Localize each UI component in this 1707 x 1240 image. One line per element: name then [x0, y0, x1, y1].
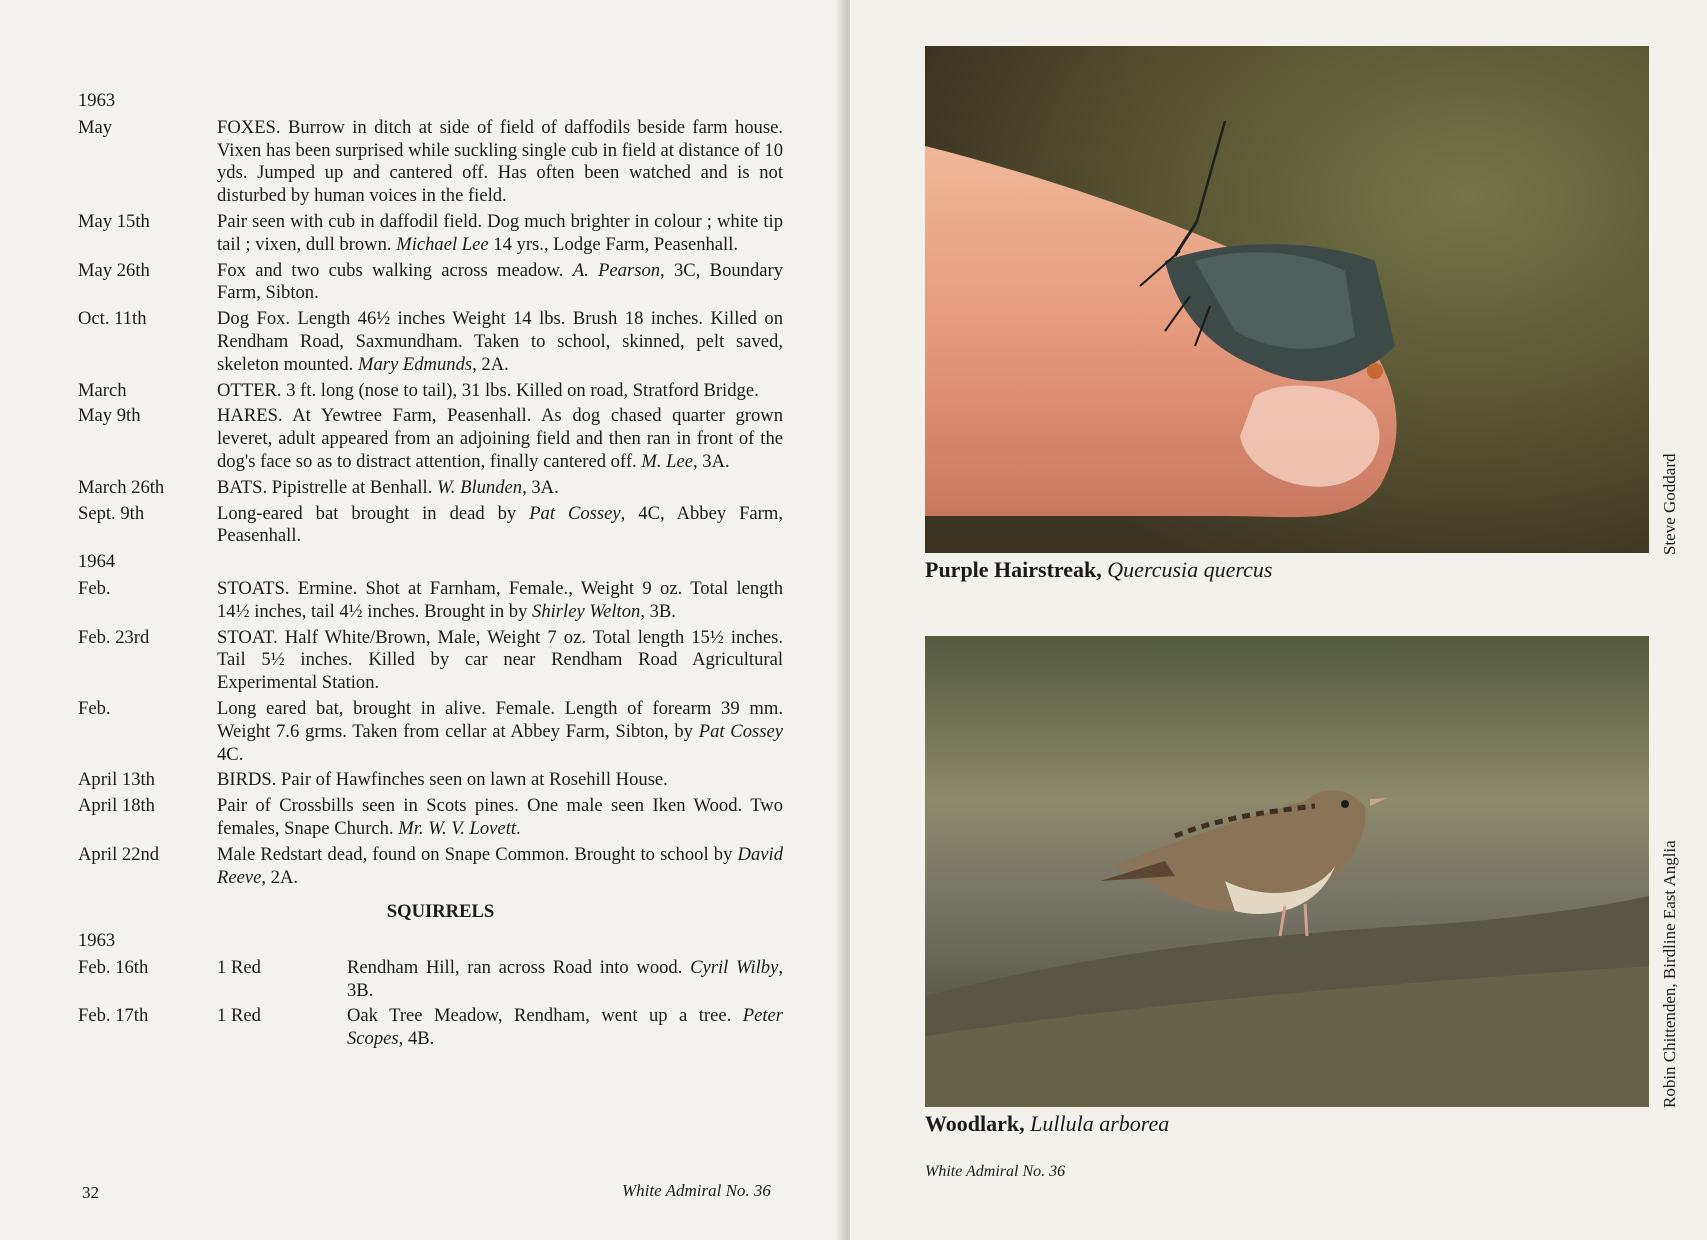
record-date: April 13th [78, 769, 155, 791]
record-text: Dog Fox. Length 46½ inches Weight 14 lbs. Brush 18 inches. Killed on Rendham Road, Saxmundham. Taken to school, skinned, pelt saved, skeleton mounted. [217, 308, 783, 375]
journal-footer-left: White Admiral No. 36 [622, 1181, 771, 1200]
record-description [217, 844, 783, 890]
photo-credit-robin-chittenden: Robin Chittenden, Birdline East Anglia [1660, 840, 1679, 1108]
record-description [217, 578, 783, 624]
record-text: Long-eared bat brought in dead by [217, 502, 530, 524]
record-text: 4C. [217, 743, 244, 765]
observer-name: Peter Scopes [347, 1005, 783, 1050]
record-description [217, 260, 783, 306]
record-date: Feb. [78, 577, 111, 599]
record-date: May 9th [78, 405, 141, 427]
observer-name: Cyril Wilby [690, 956, 779, 978]
record-entry [78, 405, 783, 473]
record-text: , 4C, Abbey Farm, Peasenhall. [217, 502, 783, 547]
woodlark-photo [925, 636, 1649, 1107]
record-description [217, 211, 783, 257]
record-text: FOXES. Burrow in ditch at side of field of daffodils beside farm house. Vixen has been surprised while suckling single cub in field at distance of 10 yds. Jumped up and cantered off. Has often been watched and is not disturbed by human voices in the field. [217, 116, 783, 207]
record-date: April 18th [78, 795, 155, 817]
record-description [347, 1005, 783, 1051]
record-description [217, 477, 783, 500]
purple-hairstreak-photo [925, 46, 1649, 553]
record-text: , 3A. [522, 476, 559, 498]
record-date: Sept. 9th [78, 502, 145, 524]
record-text: , 3A. [692, 450, 730, 472]
page-number: 32 [82, 1183, 99, 1202]
record-description [217, 698, 783, 766]
record-text: STOATS. Ermine. Shot at Farnham, Female., Weight 9 oz. Total length 14½ inches, tail 4½ inches. Brought in by [217, 577, 783, 622]
record-text: STOAT. Half White/Brown, Male, Weight 7 oz. Total length 15½ inches. Tail 5½ inches. Killed by car near Rendham Road Agricultural Experimental Station. [217, 626, 783, 694]
observer-name: Pat Cossey [698, 720, 783, 742]
record-entry [78, 260, 783, 306]
woodlark-caption [925, 1111, 1169, 1137]
record-entry [78, 380, 783, 403]
record-text: Male Redstart dead, found on Snape Common. Brought to school by [217, 843, 738, 865]
record-text: Pair seen with cub in daffodil field. Dog much brighter in colour ; white tip tail ; vixen, dull brown. [217, 210, 783, 255]
journal-footer-right: White Admiral No. 36 [925, 1163, 1066, 1180]
record-entry [78, 211, 783, 257]
record-entry [78, 795, 783, 841]
record-entry [78, 477, 783, 500]
record-description [347, 957, 783, 1003]
squirrel-count: 1 Red [217, 1005, 261, 1027]
record-date: Feb. 23rd [78, 626, 150, 648]
record-date: Oct. 11th [78, 308, 147, 330]
record-text: , 3C, Boundary Farm, Sibton. [217, 259, 783, 304]
squirrel-records [78, 957, 783, 1051]
observer-name: Mr. W. V. Lovett [398, 817, 517, 839]
record-text: , 2A. [472, 353, 509, 375]
record-text: , 2A. [261, 866, 299, 888]
record-description [217, 769, 783, 792]
record-date: Feb. 17th [78, 1005, 149, 1027]
record-text: , 3B. [347, 956, 783, 1001]
record-description [217, 503, 783, 549]
right-page [850, 0, 1707, 1240]
record-date: April 22nd [78, 843, 160, 865]
observer-name: David Reeve [217, 843, 783, 888]
observer-name: Pat Cossey [529, 502, 621, 524]
squirrel-entry [78, 1005, 783, 1051]
record-description [217, 627, 783, 695]
record-text: HARES. At Yewtree Farm, Peasenhall. As dog chased quarter grown leveret, adult appeared from an adjoining field and then ran in front of the dog's face so as to distract attention, finally cantered off. [217, 405, 783, 472]
photo-credit-steve-goddard: Steve Goddard [1660, 453, 1679, 555]
records-1964 [78, 578, 783, 889]
hairstreak-caption [925, 557, 1272, 583]
record-description [217, 117, 783, 208]
year-heading-1964: 1964 [78, 551, 116, 573]
observer-name: W. Blunden [437, 476, 523, 498]
left-page [0, 0, 843, 1240]
record-date: May 15th [78, 210, 150, 232]
records-1963 [78, 117, 783, 548]
squirrels-heading: SQUIRRELS [386, 901, 495, 923]
woodlark-common-name: Woodlark, [925, 1111, 1025, 1136]
record-date: May [78, 116, 113, 138]
record-description [217, 405, 783, 473]
squirrel-count: 1 Red [217, 956, 261, 978]
year-heading-1963: 1963 [78, 90, 116, 111]
squirrel-entry [78, 957, 783, 1003]
record-description [217, 795, 783, 841]
record-text: BATS. Pipistrelle at Benhall. [217, 476, 438, 498]
record-entry [78, 769, 783, 792]
record-description [217, 308, 783, 376]
record-text: Fox and two cubs walking across meadow. [217, 259, 573, 281]
record-date: Feb. [78, 697, 111, 719]
records-list [78, 90, 783, 1054]
observer-name: Shirley Welton [532, 600, 641, 622]
record-date: May 26th [78, 259, 150, 281]
record-text: Pair of Crossbills seen in Scots pines. One male seen Iken Wood. Two females, Snape Church. [217, 795, 783, 839]
record-text: , 4B. [398, 1028, 435, 1050]
record-text: OTTER. 3 ft. long (nose to tail), 31 lbs. Killed on road, Stratford Bridge. [217, 379, 759, 401]
record-entry [78, 627, 783, 695]
record-entry [78, 844, 783, 890]
record-text: Oak Tree Meadow, Rendham, went up a tree. [347, 1005, 743, 1027]
record-text: Long eared bat, brought in alive. Female. Length of forearm 39 mm. Weight 7.6 grms. Taken from cellar at Abbey Farm, Sibton, by [217, 697, 783, 742]
record-date: Feb. 16th [78, 956, 149, 978]
record-description [217, 380, 783, 403]
record-text: Rendham Hill, ran across Road into wood. [347, 956, 691, 978]
woodlark-latin-name: Lullula arborea [1030, 1111, 1170, 1136]
observer-name: Mary Edmunds [357, 353, 473, 375]
observer-name: Michael Lee [396, 233, 489, 255]
hairstreak-latin-name: Quercusia quercus [1107, 557, 1273, 582]
record-text: . [516, 817, 521, 839]
record-entry [78, 308, 783, 376]
record-entry [78, 698, 783, 766]
record-text: BIRDS. Pair of Hawfinches seen on lawn at Rosehill House. [217, 769, 668, 791]
hairstreak-common-name: Purple Hairstreak, [925, 557, 1102, 582]
record-date: March [78, 379, 127, 401]
record-text: , 3B. [640, 600, 676, 622]
record-entry [78, 503, 783, 549]
record-entry [78, 117, 783, 208]
record-date: March 26th [78, 476, 165, 498]
observer-name: A. Pearson [572, 259, 661, 281]
record-text: 14 yrs., Lodge Farm, Peasenhall. [488, 233, 739, 255]
observer-name: M. Lee [641, 450, 693, 472]
squirrels-year-heading: 1963 [78, 930, 116, 952]
record-entry [78, 578, 783, 624]
